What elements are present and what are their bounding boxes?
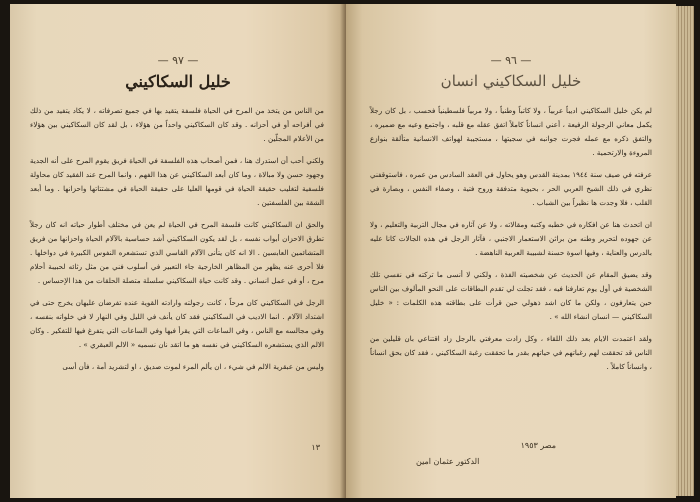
paragraph: عرفته في صيف سنة ١٩٤٤ بمدينة القدس وهو يحاول في العقد السادس من عمره ، فاستوقفني نظري في ذلك الشيخ العربي الحر ، بحيوية متدفقة وروح فتية ، وصفاء النفس ، وبصارة في القلب ، فلا وجدت ها نظيراً بين الشباب . — [370, 170, 652, 207]
paragraph: والحق ان السكاكيني كانت فلسفة المرح في الحياة لم يعن في مختلف أطوار حياته انه كان رجلاً تطرق الاحزان أبواب نفسه ، بل لقد يكون السكاكيني أشد حساسية بالآلام الحياة واحزانها من فريق المتشائمين العابسين . الا انه كان يتأنى الآلام القاسي الذي تستشعره النفوس الكبيرة في دواخلها . فلا أحرى عنه يظهر من المظاهر الخارجية جاء التعبير في أسلوب فني من مثل رثائه لحبيبة أحلام مرح ، أو في عمل انساني . وقد كانت حياة السكاكيني سلسلة متصلة الحلقات من هذا الإحساس . — [30, 220, 324, 285]
page-number: — ٩٦ — — [490, 54, 532, 67]
open-book — [4, 4, 696, 498]
signature-mark: ١٣ — [311, 443, 320, 452]
right-page — [346, 4, 676, 498]
paragraph: لم يكن خليل السكاكيني اديباً عربياً ، ولا كاتباً وطنياً ، ولا مربياً فلسطينياً فحسب ، بل كان رجلاً يكمل معاني الرجولة الرفيعة ، أعني انساناً كاملاً اتفق عقله مع قلبه ، واجتمع وعيه مع ضميره ، والتفق ذكره مع عمله فجرت جوانبه في سجيتها ، مستجيبة لهواتف الانسانية متألقة بنوازع المروءة والارتحمية . — [370, 106, 652, 157]
page-number: — ٩٧ — — [157, 54, 199, 67]
page-body — [30, 104, 324, 382]
paragraph: من الناس من يتخذ من المرح في الحياة فلسفة يتقيد بها في جميع تصرفاته ، لا يكاد يتفيد من ذلك في أفراحه أو في أحزانه . وقد كان السكاكيني واحداً من هؤلاء ، بل لقد كان السكاكيني بين هؤلاء من الأعلام المجلّين . — [30, 106, 324, 143]
paragraph: ولكني أحب أن استدرك هنا ، فمن أصحاب هذه الفلسفة في الحياة فريق يقوم المرح على أنه الجدية وجهود حسن ولا مبالاة ، وما كان أبعد السكاكيني عن هذا الفهم ، وانما المرح عند الفقيد كان محاولة فلسفية لتغليب حقيقة الحياة في قومها العليا على حقيقة الحياة في مشتتاتها واحزانها . وما أبعد الشقة بين الفلسفتين . — [30, 156, 324, 207]
paragraph: الرجل في السكاكيني كان مرحاً ، كانت رجولته وارادته القوية عنده تفرضان عليهان يخرج حتى في اشتداد الآلام . انما الاديب في السكاكيني فقد كان يأنف في الليل وفي النهار لا في خلواته بنفسه ، وفي مجالسه مع الناس ، وفي الساعات التي يقرأ فيها وفي الساعات التي يتفرغ فيها للتفكير . وكان الالم الذي يستشعره السكاكيني في نفسه هو ما اتقد نان نسميه « الالم العبقري » . — [30, 298, 324, 349]
page-edges — [676, 6, 694, 496]
date-line: مصر ١٩٥٣ — [520, 441, 556, 450]
paragraph: ان اتحدث هنا عن افكاره في خطبه وكتبه ومقالاته ، ولا عن آثاره في مجال التربية والتعليم ، ولا عن جهوده لتحرير وطنه من براثن الاستعمار الاجنبي ، فآثار الرجل في هذه الجالات كانا عليه بالدرس والعناية ، وفيها اسوة حسنة لشبيبة العربية الناهضة . — [370, 220, 652, 257]
page-body — [370, 104, 652, 382]
paragraph: ولقد اعتمدت الايام بعد ذلك اللقاء ، وكل زادت معرفتي بالرجل زاد اقتناعي بان قليلين من الناس قد تحققت لهم رغباتهم في حياتهم بقدر ما تحققت رغبة السكاكيني ، فقد كان بحق انساناً ، وانساناً كاملاً . — [370, 334, 652, 371]
page-title: خليل السكاكيني انسان — [440, 72, 582, 90]
page-title: خليل السكاكيني — [125, 72, 231, 91]
paragraph: وقد يضيق المقام عن الحديث عن شخصيته الفذة ، ولكني لا أنسى ما تركته في نفسي تلك الشخصية في أول يوم تعارفنا فيه ، فقد تجلت لي تقدم البطاقات على النحو المألوف بين الناس حين يتعارفون ، ولكن ما كان اشد ذهولي حين قرأت على بطاقته هذه الكلمات : « خليل السكاكيني — انسان انشاء الله » . — [370, 270, 652, 321]
author-signature: الدكتور عثمان امين — [416, 457, 480, 466]
paragraph: وليس من عبقرية الالم في شيء ، ان يألم المرء لموت صديق ، او لتشريد أمة ، فأن أسى — [62, 362, 324, 371]
left-page — [10, 4, 346, 498]
